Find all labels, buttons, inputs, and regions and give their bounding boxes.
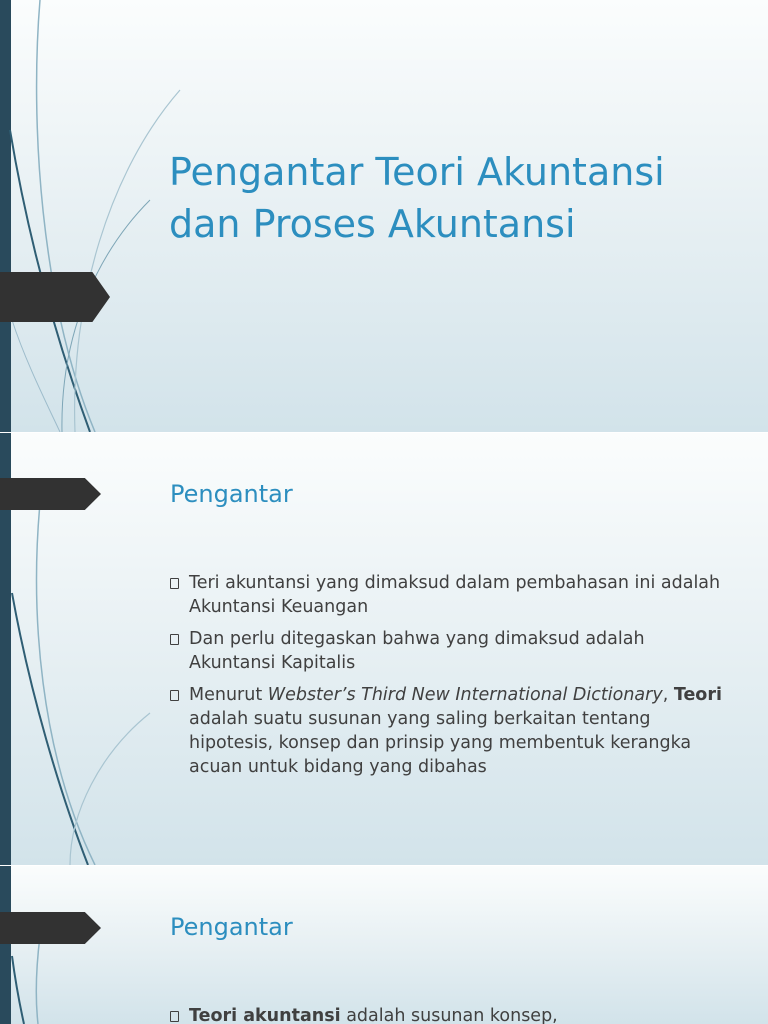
bullet-list bbox=[170, 571, 730, 787]
slide-title: Pengantar bbox=[170, 913, 293, 941]
hollow-square-bullet-icon bbox=[170, 1011, 179, 1022]
presentation-title: Pengantar Teori Akuntansi dan Proses Akuntansi bbox=[169, 150, 665, 246]
left-accent-bar bbox=[0, 866, 11, 1024]
slide-title bbox=[0, 0, 768, 432]
chevron-tab-icon bbox=[0, 272, 110, 322]
bullet-text-bold: Teori akuntansi bbox=[189, 1006, 341, 1024]
bullet-text-bold: Teori bbox=[673, 685, 722, 705]
hollow-square-bullet-icon bbox=[170, 578, 179, 589]
bullet-text-rest: adalah suatu susunan yang saling berkaitan tentang hipotesis, konsep dan prinsip yang membentuk kerangka acuan untuk bidang yang dibahas bbox=[189, 709, 692, 777]
bullet-text-comma: , bbox=[662, 685, 674, 705]
slide-title: Pengantar bbox=[170, 480, 293, 508]
hollow-square-bullet-icon bbox=[170, 690, 179, 701]
slide-pengantar-2 bbox=[0, 866, 768, 1024]
bullet-text: Teri akuntansi yang dimaksud dalam pembahasan ini adalah Akuntansi Keuangan bbox=[189, 573, 721, 617]
bullet-item bbox=[170, 627, 730, 675]
bullet-item bbox=[170, 1004, 730, 1024]
chevron-tab-icon bbox=[0, 478, 101, 510]
hollow-square-bullet-icon bbox=[170, 634, 179, 645]
bullet-item bbox=[170, 683, 730, 779]
chevron-tab-icon bbox=[0, 912, 101, 944]
left-accent-bar bbox=[0, 0, 11, 432]
bullet-text: Dan perlu ditegaskan bahwa yang dimaksud adalah Akuntansi Kapitalis bbox=[189, 629, 645, 673]
bullet-text-rest: adalah susunan konsep, bbox=[340, 1006, 558, 1024]
bullet-item bbox=[170, 571, 730, 619]
bullet-text-italic: Webster’s Third New International Dictionary bbox=[267, 685, 663, 705]
slide-pengantar-1 bbox=[0, 433, 768, 865]
swoosh-decoration-icon bbox=[0, 866, 200, 1024]
bullet-text-prefix: Menurut bbox=[189, 685, 268, 705]
bullet-list bbox=[170, 1004, 730, 1024]
